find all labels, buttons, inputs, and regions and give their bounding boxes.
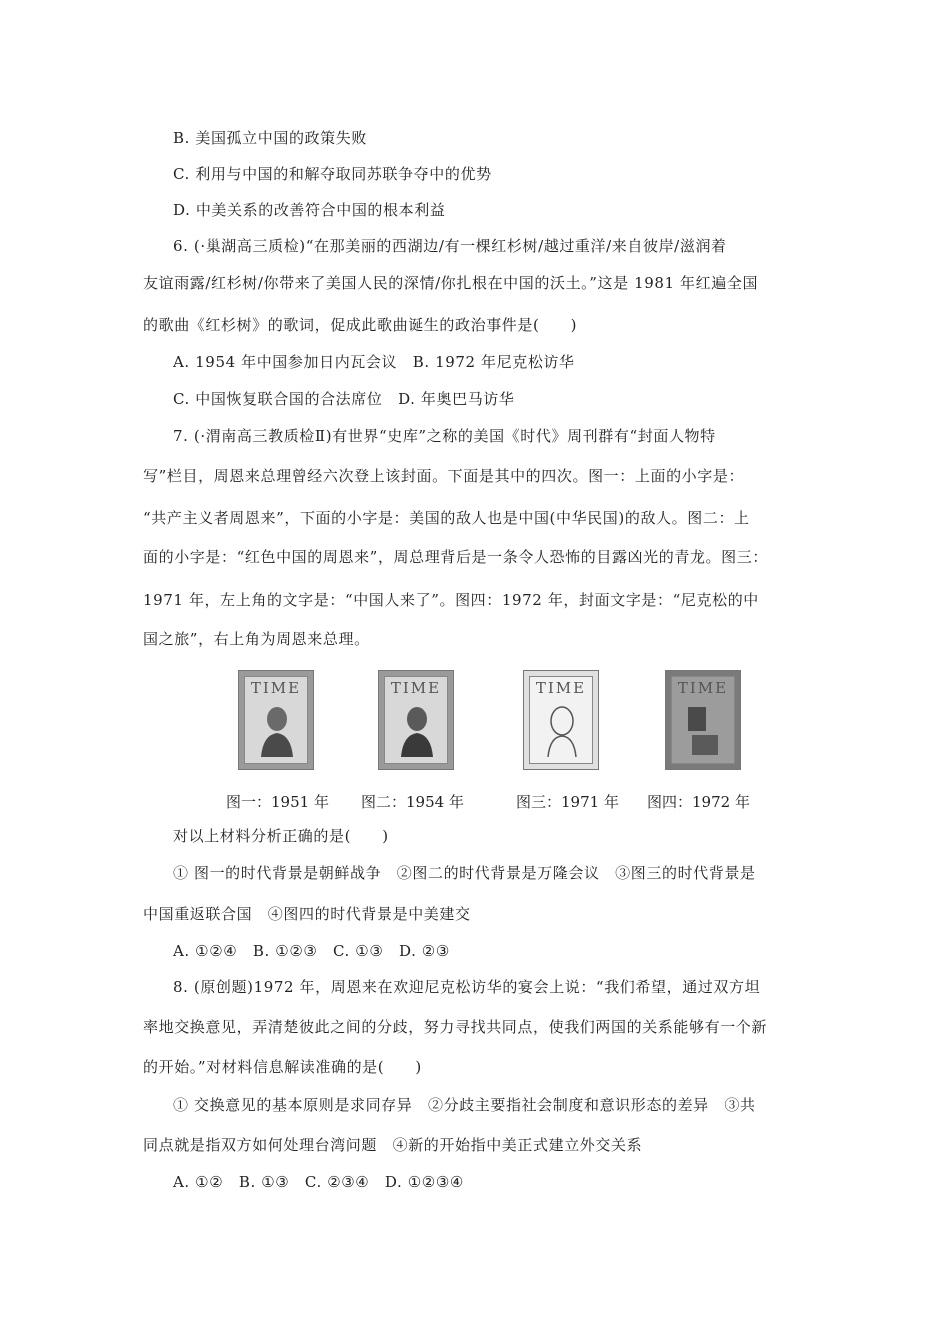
cover-masthead: TIME: [250, 679, 302, 697]
time-cover-1951: [238, 670, 314, 770]
q5-option-b: B. 美国孤立中国的政策失败: [173, 129, 367, 147]
caption-fig2: 图二：1954 年: [361, 793, 464, 811]
q7-answers: A. ①②④ B. ①②③ C. ①③ D. ②③: [173, 942, 450, 960]
q6-options-ab: A. 1954 年中国参加日内瓦会议 B. 1972 年尼克松访华: [173, 353, 575, 371]
q8-stem-line-1: 8. (原创题)1972 年，周恩来在欢迎尼克松访华的宴会上说：“我们希望，通过双方坦: [173, 978, 761, 996]
q7-stem-line-5: 1971 年，左上角的文字是：“中国人来了”。图四：1972 年，封面文字是：“尼克松的中: [143, 591, 759, 609]
q6-stem-line-2: 友谊雨露/红杉树/你带来了美国人民的深情/你扎根在中国的沃土。”这是 1981 年红遍全国: [143, 274, 759, 292]
q5-option-c: C. 利用与中国的和解夺取同苏联争夺中的优势: [173, 165, 492, 183]
q7-ask: 对以上材料分析正确的是( ): [173, 827, 389, 845]
time-covers-figure: [0, 670, 950, 776]
q7-stem-line-2: 写”栏目，周恩来总理曾经六次登上该封面。下面是其中的四次。图一：上面的小字是：: [143, 467, 745, 485]
q7-stem-line-3: “共产主义者周恩来”，下面的小字是：美国的敌人也是中国(中华民国)的敌人。图二：上: [143, 509, 750, 527]
q5-option-d: D. 中美关系的改善符合中国的根本利益: [173, 201, 446, 219]
q7-statements-line-2: 中国重返联合国 ④图四的时代背景是中美建交: [143, 905, 471, 923]
q8-answers: A. ①② B. ①③ C. ②③④ D. ①②③④: [173, 1173, 464, 1191]
cover-masthead: TIME: [677, 679, 729, 697]
portrait-icon: [259, 701, 295, 757]
cover-masthead: TIME: [535, 679, 587, 697]
q6-options-cd: C. 中国恢复联合国的合法席位 D. 年奥巴马访华: [173, 390, 515, 408]
cover-masthead: TIME: [390, 679, 442, 697]
sketch-portrait-icon: [544, 701, 580, 757]
time-cover-1971: [523, 670, 599, 770]
portrait-icon: [399, 701, 435, 757]
group-photo-icon: [686, 701, 722, 757]
q7-stem-line-4: 面的小字是：“红色中国的周恩来”，周总理背后是一条令人恐怖的目露凶光的青龙。图三：: [143, 548, 768, 566]
q7-stem-line-6: 国之旅”，右上角为周恩来总理。: [143, 630, 370, 648]
time-cover-1972: [665, 670, 741, 770]
q8-stem-line-3: 的开始。”对材料信息解读准确的是( ): [143, 1058, 422, 1076]
time-cover-1954: [378, 670, 454, 770]
q8-statements-line-1: ① 交换意见的基本原则是求同存异 ②分歧主要指社会制度和意识形态的差异 ③共: [173, 1096, 756, 1114]
caption-fig3: 图三：1971 年: [516, 793, 619, 811]
q6-stem-line-1: 6. (·巢湖高三质检)“在那美丽的西湖边/有一棵红杉树/越过重洋/来自彼岸/滋润着: [173, 237, 727, 255]
q6-stem-line-3: 的歌曲《红杉树》的歌词，促成此歌曲诞生的政治事件是( ): [143, 316, 578, 334]
q7-stem-line-1: 7. (·渭南高三教质检Ⅱ)有世界“史库”之称的美国《时代》周刊群有“封面人物特: [173, 427, 716, 445]
q7-statements-line-1: ① 图一的时代背景是朝鲜战争 ②图二的时代背景是万隆会议 ③图三的时代背景是: [173, 864, 756, 882]
q8-stem-line-2: 率地交换意见，弄清楚彼此之间的分歧，努力寻找共同点，使我们两国的关系能够有一个新: [143, 1018, 768, 1036]
caption-fig1: 图一：1951 年: [226, 793, 329, 811]
caption-fig4: 图四：1972 年: [647, 793, 750, 811]
q8-statements-line-2: 同点就是指双方如何处理台湾问题 ④新的开始指中美正式建立外交关系: [143, 1136, 643, 1154]
